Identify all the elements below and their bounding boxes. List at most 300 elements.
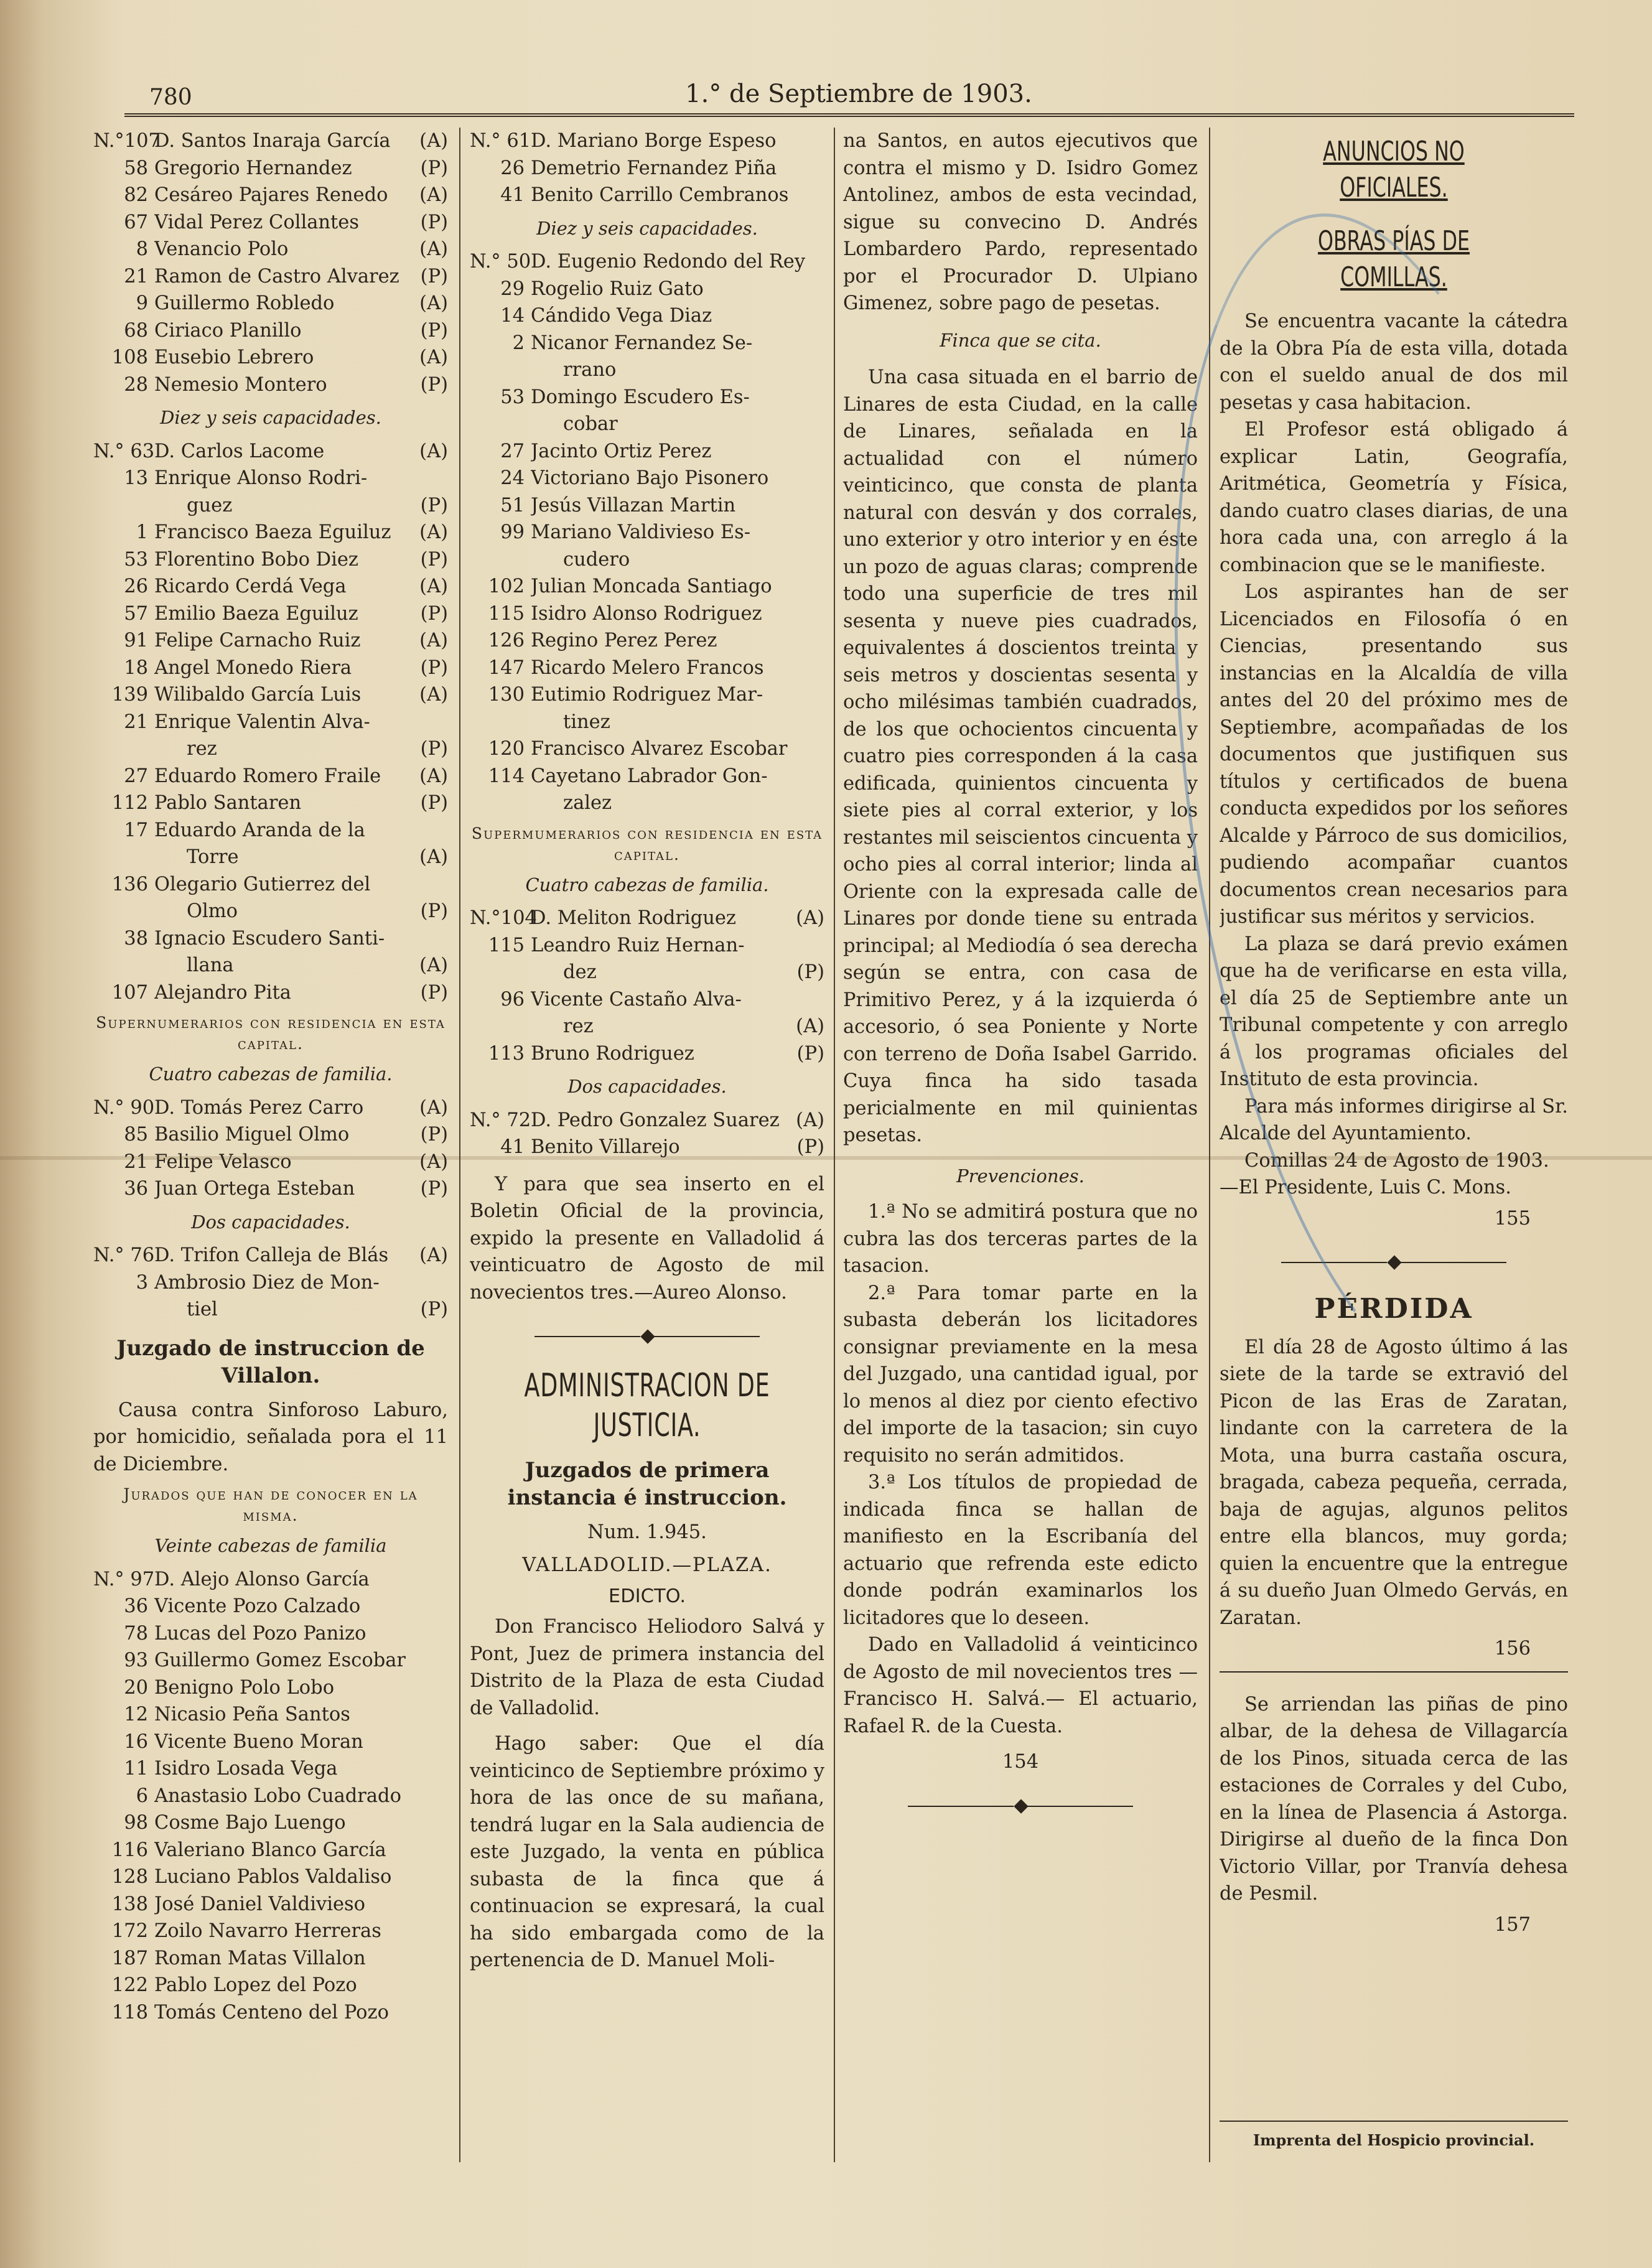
entry-mark: (P) [420, 792, 448, 814]
list-item [93, 465, 448, 492]
entry-mark: (P) [420, 1178, 448, 1200]
list-item [93, 763, 448, 790]
entry-mark [444, 709, 448, 736]
list-item [93, 1783, 448, 1810]
notice-ref-number: 154 [1002, 1751, 1039, 1773]
entry-number: 93 [124, 1650, 148, 1671]
entry-mark [444, 1837, 448, 1864]
entry-name: Bruno Rodriguez [531, 1042, 694, 1065]
entry-number: 128 [111, 1866, 148, 1888]
entry-name: Cosme Bajo Luengo [154, 1812, 346, 1834]
entry-mark: (A) [796, 1109, 824, 1131]
entry-name: Ciriaco Planillo [154, 319, 302, 342]
list-item [470, 128, 824, 155]
signature-paragraph: Dado en Valladolid á veinticinco de Agosto de mil novecientos tres —Francisco H. Salvá.— El actuario, Rafael R. de la Cuesta. [843, 1634, 1198, 1737]
entry-name: Ricardo Melero Francos [531, 656, 764, 679]
list-item [470, 492, 824, 520]
entry-mark: (A) [419, 1096, 448, 1119]
entry-name: Felipe Velasco [154, 1150, 292, 1173]
entry-mark [821, 655, 824, 682]
ad-signature: —El Presidente, Luis C. Mons. [1220, 1177, 1511, 1198]
entry-mark [444, 1620, 448, 1648]
entry-number: 115 [488, 602, 525, 625]
entry-name: Angel Monedo Riera [154, 656, 352, 679]
list-item [470, 1107, 824, 1134]
entry-name: Eusebio Lebrero [154, 347, 314, 368]
entry-number: 28 [124, 373, 148, 396]
ad-paragraph: Para más informes dirigirse al Sr. Alcalde del Ayuntamiento. [1220, 1095, 1568, 1144]
entry-number: 21 [124, 1150, 148, 1173]
list-item [93, 1729, 448, 1756]
page-number: 780 [149, 85, 192, 110]
entry-name: Cayetano Labrador Gon- [531, 765, 768, 787]
entry-mark: (A) [796, 1015, 824, 1037]
entry-name: Felipe Carnacho Ruiz [154, 630, 361, 651]
notice-body: na Santos, en autos ejecutivos que contra el mismo y D. Isidro Gomez Antolinez, ambos de esta vecindad, sigue su convecino D. Andrés Lombardero Pardo, representado por el Procurador D. Ulpiano Gimenez, sobre pago de pesetas. [843, 130, 1198, 314]
closing-paragraph: Y para que sea inserto en el Boletin Oficial de la provincia, expido la presente en Valladolid á veinticuatro de Agosto de mil novecientos tres.—Aureo Alonso. [470, 1173, 824, 1304]
entry-number: 27 [124, 765, 148, 787]
entry-name-continued: zalez [563, 792, 612, 814]
entry-mark [821, 302, 824, 330]
entry-number: 36 [124, 1178, 148, 1200]
list-item [93, 519, 448, 546]
list-item [93, 1918, 448, 1945]
list-item [93, 344, 448, 371]
list-item [93, 1945, 448, 1972]
list-item [93, 1094, 448, 1122]
entry-name: Basilio Miguel Olmo [154, 1124, 350, 1146]
entry-mark [444, 817, 448, 844]
entry-name: Anastasio Lobo Cuadrado [154, 1785, 401, 1807]
entry-name: Domingo Escudero Es- [531, 386, 750, 408]
list-item [93, 128, 448, 155]
section-subheading: Dos capacidades. [191, 1211, 350, 1233]
entry-name: Benito Carrillo Cembranos [531, 184, 789, 206]
list-item [93, 1296, 448, 1323]
list-item [93, 1701, 448, 1729]
list-item [470, 600, 824, 628]
juror-list [93, 438, 448, 1007]
entry-name: D. Meliton Rodriguez [531, 907, 736, 929]
entry-mark: (A) [419, 630, 448, 651]
entry-name: D. Pedro Gonzalez Suarez [531, 1109, 780, 1131]
section-subheading: Veinte cabezas de familia [154, 1535, 387, 1556]
entry-number: 113 [488, 1042, 525, 1065]
list-item [93, 573, 448, 600]
entry-number: N.° 97 [93, 1568, 155, 1590]
entry-number: 96 [500, 988, 525, 1010]
list-item [93, 1242, 448, 1269]
section-title: ADMINISTRACION DE JUSTICIA. [524, 1366, 770, 1444]
list-item [470, 182, 824, 209]
entry-number: 41 [500, 184, 525, 206]
entry-number: 172 [111, 1920, 148, 1942]
entry-mark [444, 1891, 448, 1918]
entry-mark: (P) [420, 548, 448, 571]
entry-name: Pablo Lopez del Pozo [154, 1974, 357, 1996]
entry-name-continued: Torre [187, 846, 239, 868]
list-item [93, 655, 448, 682]
entry-number: N.° 61 [470, 130, 531, 152]
entry-number: 21 [124, 265, 148, 287]
entry-mark [821, 248, 824, 276]
list-item [470, 276, 824, 303]
list-item [93, 1809, 448, 1837]
entry-number: 58 [124, 157, 148, 179]
entry-mark: (A) [419, 521, 448, 543]
entry-mark: (A) [419, 440, 448, 462]
entry-mark [444, 1972, 448, 1999]
entry-mark [821, 627, 824, 655]
entry-number: 91 [124, 630, 148, 651]
juror-list [93, 1242, 448, 1323]
entry-mark [821, 155, 824, 182]
entry-number: 6 [136, 1785, 148, 1807]
juror-list [470, 1107, 824, 1161]
list-item [93, 317, 448, 345]
entry-number: 21 [124, 711, 148, 733]
entry-mark [821, 519, 824, 546]
entry-name: Nicasio Peña Santos [154, 1704, 350, 1725]
list-item [93, 1149, 448, 1176]
list-item [470, 155, 824, 182]
entry-name: Regino Perez Perez [531, 630, 717, 651]
entry-name: Valeriano Blanco García [154, 1839, 386, 1861]
entry-mark [821, 465, 824, 492]
entry-name: Eduardo Aranda de la [154, 819, 365, 841]
entry-mark [821, 735, 824, 763]
entry-name: Lucas del Pozo Panizo [154, 1622, 366, 1645]
entry-name: Pablo Santaren [154, 792, 302, 814]
entry-mark: (A) [419, 238, 448, 260]
ad-paragraph: Se encuentra vacante la cátedra de la Obra Pía de esta villa, dotada con el sueldo anual de dos mil pesetas y casa habitacion. [1220, 310, 1568, 414]
juror-list [470, 905, 824, 1067]
entry-name-continued: rez [563, 1015, 594, 1037]
entry-name-continued: dez [563, 961, 597, 983]
notice-intro: Don Francisco Heliodoro Salvá y Pont, Juez de primera instancia del Distrito de la Plaza de esta Ciudad de Valladolid. [470, 1616, 824, 1719]
entry-number: N.°104 [470, 907, 537, 929]
list-item [93, 627, 448, 655]
entry-mark [444, 1269, 448, 1297]
list-item [93, 438, 448, 465]
section-subheading: Supermumerarios con residencia en esta capital. [471, 824, 823, 864]
entry-number: 26 [500, 157, 525, 179]
column-2 [470, 128, 824, 1974]
list-item [93, 546, 448, 574]
entry-mark [821, 763, 824, 790]
entry-mark: (P) [420, 319, 448, 342]
list-item [470, 790, 824, 817]
list-item [470, 1013, 824, 1040]
entry-mark: (A) [419, 765, 448, 787]
notice-body: Hago saber: Que el día veinticinco de Septiembre próximo y hora de las once de su mañana, tendrá lugar en la Sala audiencia de este Juzgado, la venta en pública subasta de la finca que á continuacion se expresará, la cual ha sido embargada como de la pertenencia de D. Manuel Moli- [470, 1733, 824, 1971]
entry-name-continued: Olmo [187, 900, 238, 922]
list-item [93, 1175, 448, 1203]
entry-mark [444, 871, 448, 898]
entry-number: 13 [124, 467, 148, 489]
section-subheading: Cuatro cabezas de familia. [525, 874, 769, 895]
ad-paragraph: Se arriendan las piñas de pino albar, de la dehesa de Villagarcía de los Pinos, situada cerca de las estaciones de Corrales y del Cubo, en la línea de Plasencia á Astorga. Dirigirse al dueño de la finca Don Victorio Villar, por Tranvía dehesa de Pesmil. [1220, 1693, 1568, 1905]
entry-name: Eutimio Rodriguez Mar- [531, 684, 763, 706]
entry-mark [821, 411, 824, 438]
entry-name: Isidro Alonso Rodriguez [531, 602, 762, 625]
entry-number: N.° 50 [470, 251, 531, 273]
list-item [470, 709, 824, 736]
section-subheading: Prevenciones. [956, 1165, 1085, 1187]
entry-name: Vicente Bueno Moran [154, 1730, 363, 1753]
entry-number: 36 [124, 1595, 148, 1617]
printer-imprint: Imprenta del Hospicio provincial. [1253, 2131, 1535, 2149]
entry-number: 18 [124, 656, 148, 679]
column-divider [834, 128, 835, 2162]
entry-mark [821, 128, 824, 155]
entry-mark [444, 1729, 448, 1756]
entry-mark [444, 1593, 448, 1620]
entry-name: Ambrosio Diez de Mon- [154, 1271, 380, 1294]
list-item [470, 330, 824, 357]
entry-number: 20 [124, 1676, 148, 1699]
entry-mark: (P) [420, 602, 448, 625]
list-item [470, 905, 824, 932]
juror-list [93, 1094, 448, 1203]
list-item [93, 735, 448, 763]
entry-name: Olegario Gutierrez del [154, 873, 371, 895]
entry-name: D. Alejo Alonso García [154, 1568, 370, 1590]
entry-mark: (A) [419, 1150, 448, 1173]
list-item [470, 357, 824, 384]
entry-mark: (A) [796, 907, 824, 929]
entry-name: Luciano Pablos Valdaliso [154, 1866, 392, 1888]
entry-mark: (A) [419, 1244, 448, 1266]
entry-mark: (P) [796, 1042, 824, 1065]
ad-paragraph: La plaza se dará previo exámen que ha de verificarse en esta villa, el día 25 de Septiembre ante un Tribunal competente y con arreglo á los programas oficiales del Instituto de esta provincia. [1220, 933, 1568, 1090]
entry-name: José Daniel Valdivieso [154, 1893, 366, 1915]
entry-number: 68 [124, 319, 148, 342]
entry-number: 26 [124, 576, 148, 597]
juror-list [470, 248, 824, 817]
list-item [93, 681, 448, 709]
entry-mark: (P) [420, 656, 448, 679]
entry-number: 53 [500, 386, 525, 408]
entry-number: 29 [500, 278, 525, 300]
entry-number: 115 [488, 934, 525, 956]
entry-number: 187 [111, 1947, 148, 1969]
entry-number: 130 [488, 684, 525, 706]
entry-mark [444, 925, 448, 953]
list-item [93, 1972, 448, 1999]
prevention-2: 2.ª Para tomar parte en la subasta deberán los licitadores consignar previamente en la mesa del Juzgado, una cantidad igual, por lo menos al diez por ciento efectivo del importe de la tasacion; sin cuyo requisito no serán admitidos. [843, 1282, 1198, 1467]
entry-number: 108 [111, 347, 148, 368]
list-item [470, 735, 824, 763]
entry-name-continued: cobar [563, 413, 618, 435]
list-item [93, 1999, 448, 2027]
entry-number: 14 [500, 305, 525, 327]
entry-name: Gregorio Hernandez [154, 157, 352, 179]
entry-number: 3 [136, 1271, 148, 1294]
entry-mark [444, 1783, 448, 1810]
entry-name: Mariano Valdivieso Es- [531, 521, 751, 543]
entry-name: Vicente Castaño Alva- [531, 988, 742, 1010]
list-item [93, 871, 448, 898]
entry-name-continued: cudero [563, 548, 630, 571]
entry-mark: (P) [796, 961, 824, 983]
entry-name: Emilio Baeza Eguiluz [154, 602, 358, 625]
entry-mark [444, 1755, 448, 1783]
entry-number: 8 [136, 238, 148, 260]
entry-mark [444, 1566, 448, 1594]
entry-name: Guillermo Robledo [154, 292, 335, 314]
entry-number: 147 [488, 656, 525, 679]
entry-name: Francisco Baeza Eguiluz [154, 521, 391, 543]
entry-mark [821, 276, 824, 303]
property-description: Una casa situada en el barrio de Linares de esta Ciudad, en la calle de Linares, señalada en la actualidad con el número veinticinco, que consta de planta natural con desván y dos corrales, uno exterior y otro interior y en éste un pozo de aguas claras; comprende todo una superficie de tres mil sesenta y nueve pies cuadrados, equivalentes á doscientos treinta y seis metros y doscientas sesenta y ocho milésimas también cuadrados, de los que ochocientos cincuenta y cuatro pies corresponden á la casa edificada, quinientos cincuenta y siete pies al corral exterior, y los restantes mil seiscientos cincuenta y ocho pies al corral interior; linda al Oriente con la expresada calle de Linares por donde tiene su entrada principal; al Mediodía ó sea derecha según se entra, con casa de Primitivo Perez, y á la izquierda ó accesorio, ó sea Poniente y Norte con terreno de Doña Isabel Garrido. Cuya finca ha sido tasada pericialmente en mil quinientas pesetas. [843, 366, 1198, 1146]
list-item [93, 1269, 448, 1297]
list-item [470, 655, 824, 682]
entry-name: Guillermo Gomez Escobar [154, 1650, 406, 1671]
section-subheading: Supernumerarios con residencia en esta capital. [96, 1014, 446, 1053]
entry-mark [821, 932, 824, 959]
entry-mark [444, 1809, 448, 1837]
entry-number: N.° 76 [93, 1244, 155, 1266]
ad-paragraph: El Profesor está obligado á explicar Latin, Geografía, Aritmética, Geometría y Física, dando cuatro clases diarias, de una hora cada una, con arreglo á la combinacion que se le manifieste. [1220, 419, 1568, 576]
prevention-3: 3.ª Los títulos de propiedad de indicada finca se hallan de manifiesto en la Escribanía del actuario que refrenda este edicto donde podrán examinarlos los licitadores que lo deseen. [843, 1472, 1198, 1629]
list-item [93, 952, 448, 979]
entry-name: Alejandro Pita [154, 981, 291, 1004]
entry-number: 82 [124, 184, 148, 206]
ad-paragraph: Los aspirantes han de ser Licenciados en Filosofía ó en Ciencias, presentando sus instancias en la Alcaldía de villa antes del 20 del próximo mes de Septiembre, acompañadas de los documentos que justifiquen sus títulos y certificados de buena conducta expedidos por los señores Alcalde y Párroco de sus domicilios, pudiendo acompañar cuantos documentos crean necesarios para justificar sus méritos y servicios. [1220, 581, 1568, 928]
entry-mark [821, 709, 824, 736]
entry-name-continued: rez [187, 738, 217, 760]
entry-name: Venancio Polo [154, 238, 289, 260]
list-item [93, 600, 448, 628]
entry-number: 9 [136, 292, 148, 314]
entry-number: 24 [500, 467, 525, 489]
entry-name: D. Eugenio Redondo del Rey [531, 251, 806, 273]
entry-name: Francisco Alvarez Escobar [531, 738, 788, 760]
ad-rule [1220, 1671, 1568, 1673]
page-header [149, 80, 1568, 117]
entry-name: Cándido Vega Diaz [531, 305, 712, 327]
entry-name-continued: tinez [563, 711, 610, 733]
entry-name: Demetrio Fernandez Piña [531, 157, 777, 179]
list-item [93, 1566, 448, 1594]
list-item [470, 1040, 824, 1068]
entry-number: 12 [124, 1704, 148, 1725]
ornament-divider: ◆ [470, 1322, 824, 1350]
list-item [470, 248, 824, 276]
entry-name: Cesáreo Pajares Renedo [154, 184, 388, 206]
entry-name: Ramon de Castro Alvarez [154, 265, 399, 287]
entry-name: Florentino Bobo Diez [154, 548, 358, 571]
list-item [470, 438, 824, 465]
ad-ref-number: 155 [1494, 1207, 1531, 1230]
entry-mark: (P) [420, 738, 448, 760]
entry-mark [444, 1647, 448, 1674]
list-item [93, 898, 448, 925]
entry-mark: (A) [419, 347, 448, 368]
entry-number: 11 [124, 1758, 148, 1780]
entry-name: Jacinto Ortiz Perez [531, 440, 712, 462]
entry-name: D. Carlos Lacome [154, 440, 325, 462]
entry-mark [444, 465, 448, 492]
entry-name-continued: llana [187, 954, 234, 976]
ornament-divider: ◆ [843, 1792, 1198, 1819]
list-item [93, 1674, 448, 1702]
entry-name-continued: guez [187, 494, 233, 516]
section-heading: Juzgados de primera instancia é instruccion. [507, 1457, 787, 1510]
list-item [93, 979, 448, 1007]
notice-place: VALLADOLID.—PLAZA. [522, 1554, 772, 1576]
section-subheading: Finca que se cita. [940, 329, 1101, 351]
list-item [93, 155, 448, 182]
column-divider [459, 128, 460, 2162]
list-item [93, 709, 448, 736]
entry-mark [821, 600, 824, 628]
entry-mark [444, 1918, 448, 1945]
entry-mark: (A) [419, 292, 448, 314]
ad-ref-number: 157 [1494, 1913, 1531, 1936]
list-item [470, 959, 824, 986]
list-item [93, 371, 448, 399]
entry-name: Benigno Polo Lobo [154, 1676, 335, 1699]
entry-number: 102 [488, 576, 525, 597]
entry-mark: (P) [420, 265, 448, 287]
entry-mark [444, 1864, 448, 1891]
list-item [93, 790, 448, 817]
entry-name: Benito Villarejo [531, 1136, 680, 1158]
entry-number: N.° 72 [470, 1109, 531, 1131]
entry-name: D. Tomás Perez Carro [154, 1096, 364, 1119]
entry-name: Zoilo Navarro Herreras [154, 1920, 381, 1942]
list-item [93, 925, 448, 953]
page-date: 1.° de Septiembre de 1903. [685, 80, 1032, 108]
entry-number: 136 [111, 873, 148, 895]
list-item [93, 1647, 448, 1674]
section-subheading: Diez y seis capacidades. [160, 407, 381, 428]
entry-number: 67 [124, 211, 148, 233]
entry-name: Ignacio Escudero Santi- [154, 927, 385, 950]
entry-mark [821, 986, 824, 1014]
entry-name: Enrique Alonso Rodri- [154, 467, 368, 489]
list-item [93, 209, 448, 236]
entry-number: 116 [111, 1839, 148, 1861]
entry-mark: (A) [419, 184, 448, 206]
entry-name: Eduardo Romero Fraile [154, 765, 381, 787]
entry-name: Vicente Pozo Calzado [154, 1595, 361, 1617]
entry-mark [821, 492, 824, 520]
entry-name: Vidal Perez Collantes [154, 211, 359, 233]
entry-name: Isidro Losada Vega [154, 1758, 338, 1780]
entry-mark [444, 1701, 448, 1729]
ad-title: OBRAS PÍAS DE COMILLAS. [1318, 225, 1470, 293]
entry-name-continued: tiel [187, 1299, 218, 1320]
entry-mark [821, 384, 824, 411]
list-item [470, 546, 824, 574]
list-item [93, 290, 448, 317]
list-item [93, 1864, 448, 1891]
entry-number: 139 [111, 684, 148, 706]
header-rule [124, 113, 1574, 117]
entry-mark: (P) [420, 157, 448, 179]
entry-number: 38 [124, 927, 148, 950]
entry-number: 17 [124, 819, 148, 841]
list-item [93, 1755, 448, 1783]
list-item [470, 465, 824, 492]
column-1 [93, 128, 448, 2026]
list-item [93, 1891, 448, 1918]
entry-name-continued: rrano [563, 359, 617, 381]
section-subheading: Cuatro cabezas de familia. [149, 1063, 393, 1085]
